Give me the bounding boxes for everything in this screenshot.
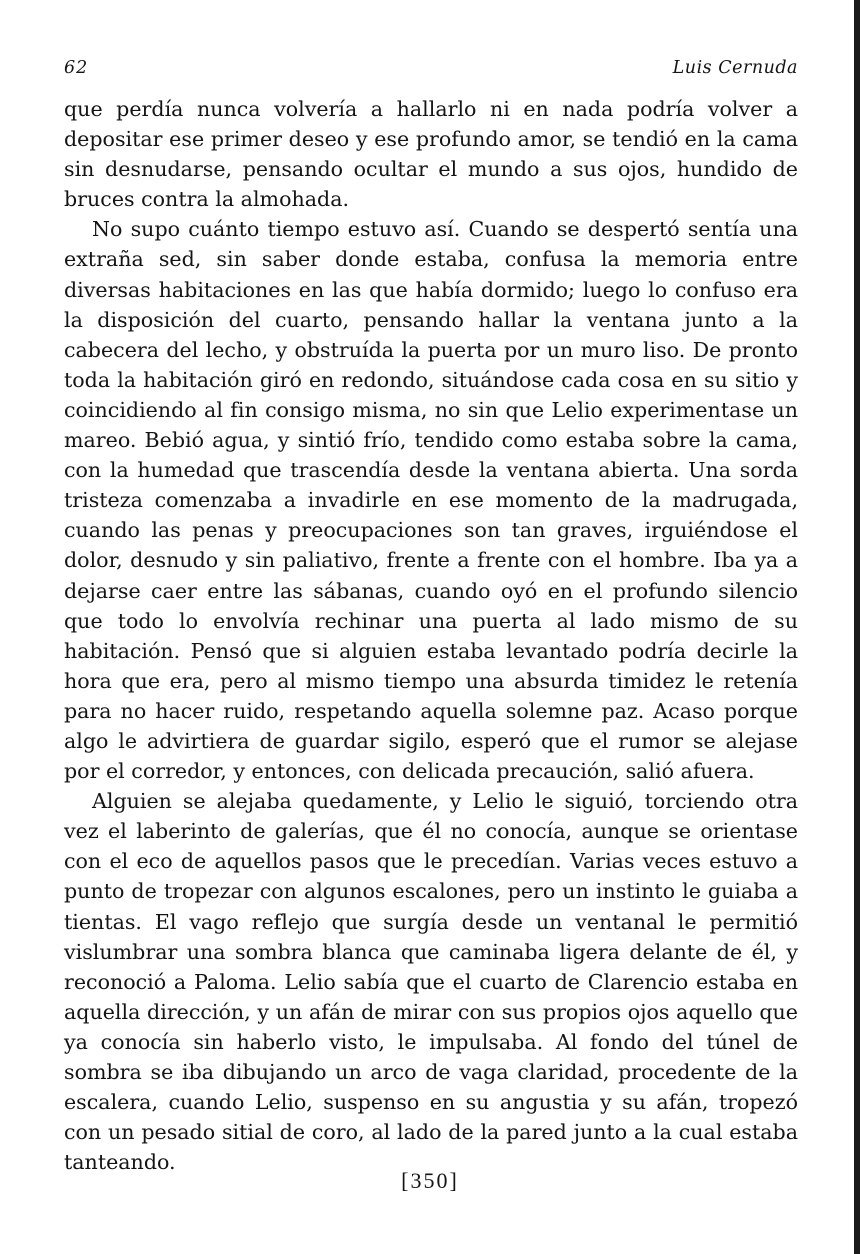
paragraph: No supo cuánto tiempo estuvo así. Cuando se despertó sentía una extraña sed, sin saber donde estaba, confusa la memoria entre diversas habitaciones en las que había dormido; luego lo confuso era la disposición del cuarto, pensando hallar la ventana junto a la cabecera del lecho, y obstruída la puerta por un muro liso. De pronto toda la habitación giró en redondo, situándose cada cosa en su sitio y coincidiendo al fin consigo misma, no sin que Lelio experimentase un mareo. Bebió agua, y sintió frío, tendido como estaba sobre la cama, con la humedad que trascendía desde la ventana abierta. Una sorda tristeza comenzaba a invadirle en ese momento de la madrugada, cuando las penas y preocupaciones son tan graves, irguiéndose el dolor, desnudo y sin paliativo, frente a frente con el hombre. Iba ya a dejarse caer entre las sábanas, cuando oyó en el profundo silencio que todo lo envolvía rechinar una puerta al lado mismo de su habitación. Pensó que si alguien estaba levantado podría decirle la hora que era, pero al mismo tiempo una absurda timidez le retenía para no hacer ruido, respetando aquella solemne paz. Acaso porque algo le advirtiera de guardar sigilo, esperó que el rumor se alejase por el corredor, y entonces, con delicada precaución, salió afuera. [64,217,798,784]
running-head-author: Luis Cernuda [672,58,798,78]
paragraph: Alguien se alejaba quedamente, y Lelio le siguió, torciendo otra vez el laberinto de galerías, que él no conocía, aunque se orientase con el eco de aquellos pasos que le precedían. Varias veces estuvo a punto de tropezar con algunos escalones, pero un instinto le guiaba a tientas. El vago reflejo que surgía desde un ventanal le permitió vislumbrar una sombra blanca que caminaba ligera delante de él, y reconoció a Paloma. Lelio sabía que el cuarto de Clarencio estaba en aquella dirección, y un afán de mirar con sus propios ojos aquello que ya conocía sin haberlo visto, le impulsaba. Al fondo del túnel de sombra se iba dibujando un arco de vaga claridad, procedente de la escalera, cuando Lelio, suspenso en su angustia y su afán, tropezó con un pesado sitial de coro, al lado de la pared junto a la cual estaba tanteando. [64,789,798,1175]
archive-page-number: [350] [401,1168,459,1193]
running-header [64,58,798,78]
book-page [64,58,798,1177]
page-number: 62 [64,58,89,78]
page-edge-rule [854,0,860,1254]
paragraph-continuation: que perdía nunca volvería a hallarlo ni en nada podría volver a depositar ese primer deseo y ese profundo amor, se tendió en la cama sin desnudarse, pensando ocultar el mundo a sus ojos, hundido de bruces contra la almohada. [64,97,798,212]
body-text [64,94,798,1177]
